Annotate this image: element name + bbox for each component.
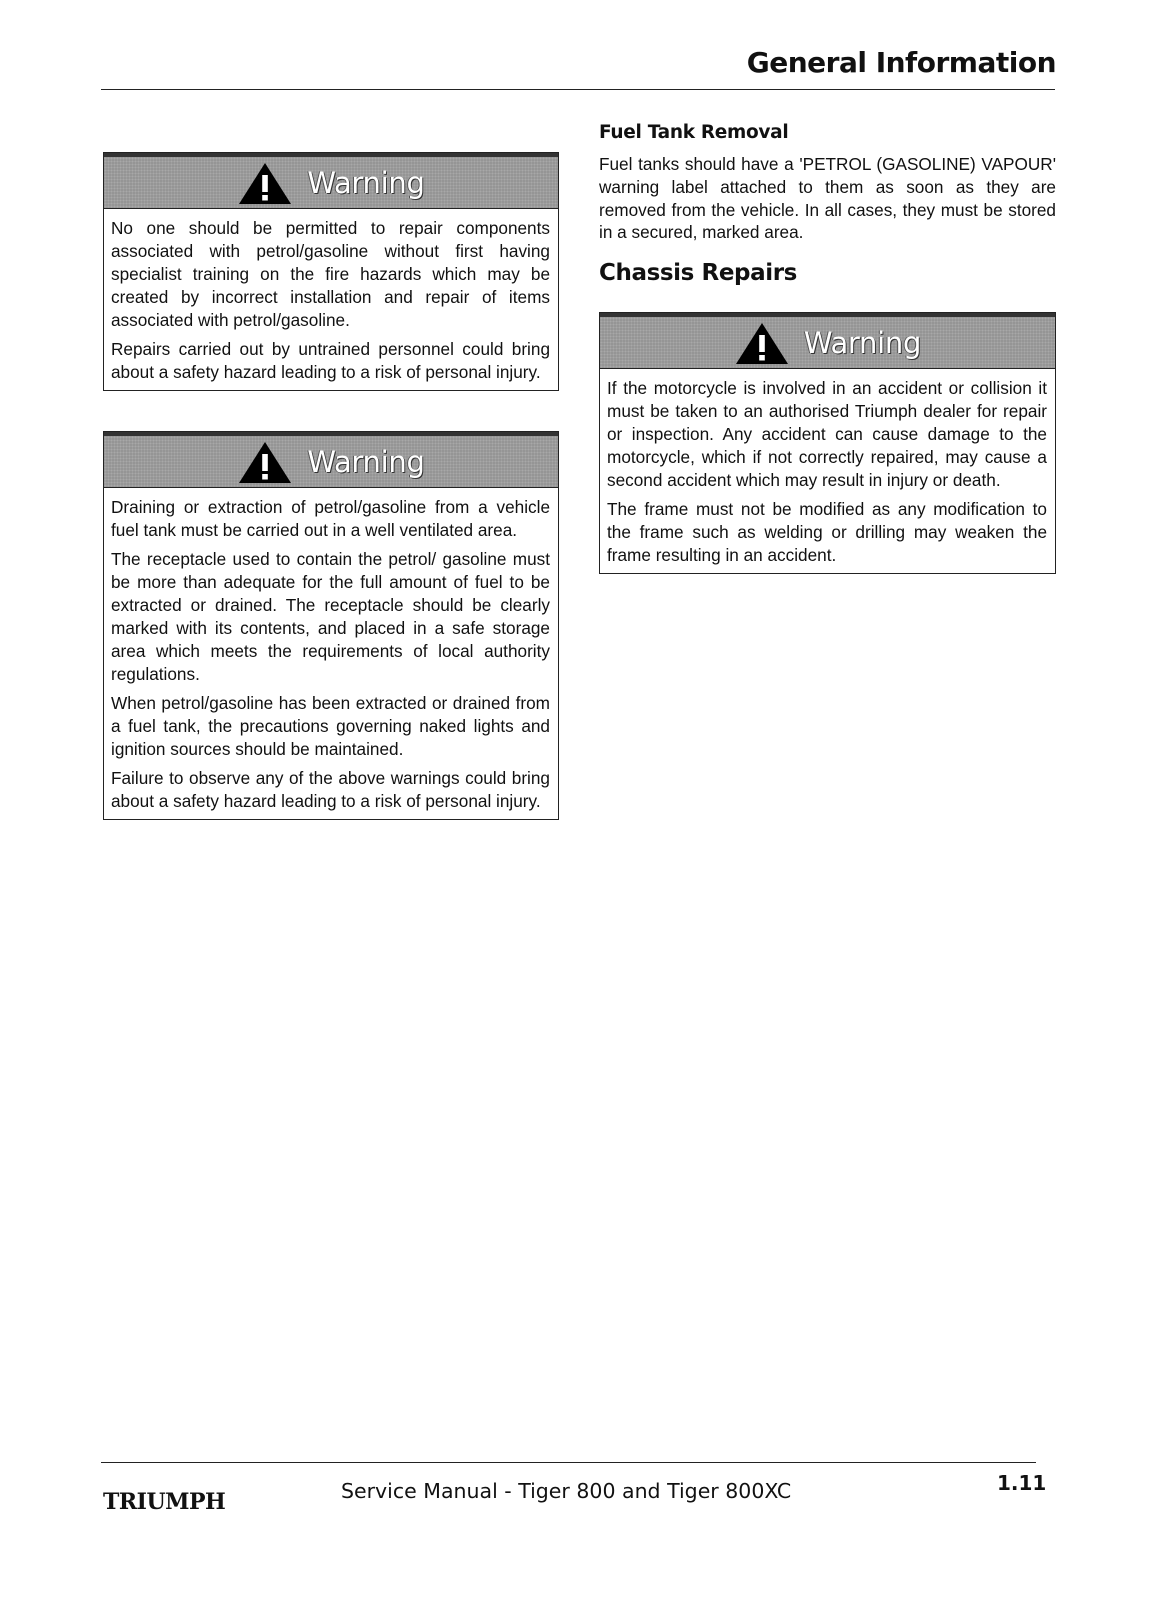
warning-paragraph: The receptacle used to contain the petrol/ gasoline must be more than adequate for the full amount of fuel to be extracted or drained. The receptacle should be clearly marked with its contents, and placed in a safe storage area which meets the requirements of local authority regulations.	[111, 549, 550, 684]
warning-triangle-icon	[734, 320, 790, 366]
right-column	[599, 122, 1056, 614]
fuel-tank-removal-text: Fuel tanks should have a 'PETROL (GASOLINE) VAPOUR' warning label attached to them as soon as they are removed from the vehicle. In all cases, they must be stored in a secured, marked area.	[599, 154, 1056, 243]
warning-label: Warning	[307, 444, 425, 479]
warning-box-fuel-draining	[103, 431, 559, 820]
warning-triangle-icon	[237, 160, 293, 206]
warning-box-chassis	[599, 312, 1056, 574]
footer-manual-title: Service Manual - Tiger 800 and Tiger 800XC	[341, 1479, 792, 1503]
triumph-logo: TRIUMPH	[103, 1489, 226, 1515]
left-column	[103, 152, 559, 860]
warning-paragraph: Repairs carried out by untrained personnel could bring about a safety hazard leading to a risk of personal injury.	[111, 339, 550, 382]
chassis-repairs-heading: Chassis Repairs	[599, 260, 797, 287]
warning-body	[104, 488, 558, 819]
warning-box-repair-training	[103, 152, 559, 391]
warning-paragraph: When petrol/gasoline has been extracted or drained from a fuel tank, the precautions governing naked lights and ignition sources should be maintained.	[111, 693, 550, 759]
warning-body	[104, 209, 558, 390]
warning-body	[600, 369, 1055, 573]
page-header-title: General Information	[746, 46, 1056, 79]
warning-paragraph: If the motorcycle is involved in an accident or collision it must be taken to an authorised Triumph dealer for repair or inspection. Any accident can cause damage to the motorcycle, which if not correctly repaired, may cause a second accident which may result in injury or death.	[607, 378, 1047, 491]
warning-header	[104, 153, 558, 209]
warning-label: Warning	[803, 325, 922, 360]
footer-rule	[101, 1462, 1036, 1463]
page-number: 1.11	[997, 1471, 1047, 1495]
header-rule	[101, 89, 1055, 90]
warning-paragraph: The frame must not be modified as any modification to the frame such as welding or drilling may weaken the frame resulting in an accident.	[607, 499, 1047, 566]
warning-paragraph: Draining or extraction of petrol/gasoline from a vehicle fuel tank must be carried out in a well ventilated area.	[111, 497, 550, 540]
warning-paragraph: No one should be permitted to repair components associated with petrol/gasoline without first having specialist training on the fire hazards which may be created by incorrect installation and repair of items associated with petrol/gasoline.	[111, 218, 550, 330]
fuel-tank-removal-heading: Fuel Tank Removal	[599, 122, 789, 143]
warning-label: Warning	[307, 165, 425, 200]
warning-paragraph: Failure to observe any of the above warnings could bring about a safety hazard leading to a risk of personal injury.	[111, 768, 550, 811]
warning-triangle-icon	[237, 439, 293, 485]
warning-header	[600, 313, 1055, 369]
warning-header	[104, 432, 558, 488]
